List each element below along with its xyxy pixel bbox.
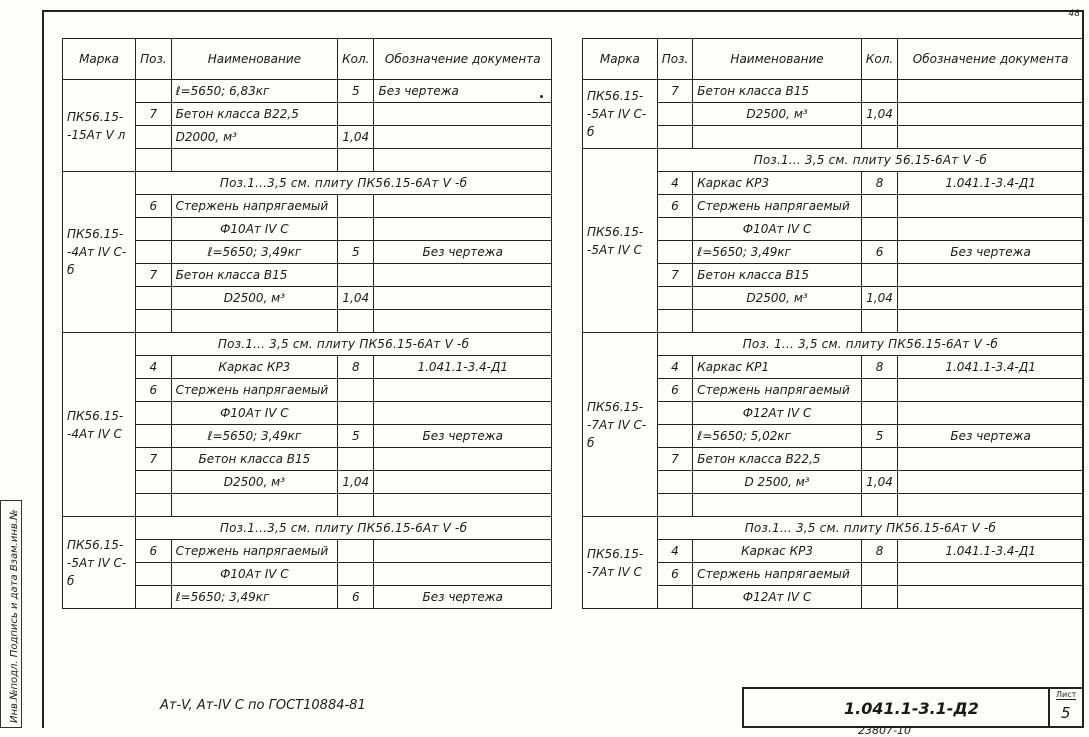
doc-cell: Без чертежа (374, 425, 552, 448)
poz-cell: 6 (657, 563, 693, 586)
name-cell: D2500, м³ (171, 471, 337, 494)
marka-cell: ПК56.15--7Ат IV С (583, 517, 658, 609)
kol-cell (338, 379, 374, 402)
table-row (583, 149, 1084, 172)
poz-cell (657, 402, 693, 425)
table-row (583, 448, 1084, 471)
table-row (63, 241, 552, 264)
marka-cell: ПК56.15--5Ат IV С-б (63, 517, 136, 609)
name-cell: Бетон класса В15 (693, 80, 862, 103)
side-stamp-labels: Инв.№подл. Подпись и дата Взам.инв.№ (9, 509, 20, 723)
table-row-empty (583, 494, 1084, 517)
table-row (583, 333, 1084, 356)
table-row-empty (63, 310, 552, 333)
doc-cell (374, 264, 552, 287)
doc-cell (898, 80, 1084, 103)
table-row (583, 195, 1084, 218)
header-doc: Обозначение документа (374, 39, 552, 80)
poz-cell (657, 471, 693, 494)
document-code: 1.041.1-3.1-Д2 (844, 699, 979, 718)
kol-cell: 5 (861, 425, 897, 448)
doc-cell: 1.041.1-3.4-Д1 (898, 356, 1084, 379)
doc-cell (898, 287, 1084, 310)
name-cell: Ф10Ат IV С (171, 563, 337, 586)
table-row (63, 333, 552, 356)
kol-cell (861, 448, 897, 471)
kol-cell: 8 (861, 356, 897, 379)
doc-cell (374, 103, 552, 126)
doc-cell (374, 471, 552, 494)
marka-cell: ПК56.15--4Ат IV С (63, 333, 136, 517)
poz-cell (136, 402, 172, 425)
kol-cell (861, 586, 897, 609)
name-cell: Бетон класса В22,5 (693, 448, 862, 471)
table-row (583, 402, 1084, 425)
doc-cell (374, 540, 552, 563)
table-row (63, 103, 552, 126)
name-cell: Стержень напрягаемый (171, 379, 337, 402)
poz-cell: 7 (657, 264, 693, 287)
table-row (63, 517, 552, 540)
marka-cell: ПК56.15--7Ат IV С-б (583, 333, 658, 517)
kol-cell: 1,04 (338, 126, 374, 149)
table-row (583, 425, 1084, 448)
kol-cell: 8 (338, 356, 374, 379)
doc-cell: Без чертежа (374, 80, 552, 103)
table-row (63, 287, 552, 310)
name-cell: Ф10Ат IV С (171, 218, 337, 241)
marka-cell: ПК56.15--15Ат V л (63, 80, 136, 172)
table-row (583, 540, 1084, 563)
poz-cell: 4 (657, 540, 693, 563)
sheet-cell (1048, 689, 1082, 726)
name-cell: Бетон класса В15 (171, 448, 337, 471)
doc-cell: Без чертежа (898, 241, 1084, 264)
poz-cell (657, 287, 693, 310)
name-cell: Каркас КР3 (693, 172, 862, 195)
table-row (63, 126, 552, 149)
doc-cell (374, 218, 552, 241)
kol-cell (861, 402, 897, 425)
header-kol: Кол. (338, 39, 374, 80)
name-cell: ℓ=5650; 3,49кг (171, 241, 337, 264)
poz-cell (136, 287, 172, 310)
kol-cell (861, 195, 897, 218)
kol-cell (338, 448, 374, 471)
poz-cell (136, 126, 172, 149)
poz-cell (657, 425, 693, 448)
table-row (583, 356, 1084, 379)
table-row (583, 471, 1084, 494)
doc-cell (374, 287, 552, 310)
poz-cell (136, 586, 172, 609)
spec-table-left (62, 38, 552, 609)
name-cell: ℓ=5650; 3,49кг (171, 425, 337, 448)
doc-cell (898, 402, 1084, 425)
poz-cell (657, 241, 693, 264)
side-stamp (0, 500, 22, 728)
table-row (583, 517, 1084, 540)
table-row (583, 241, 1084, 264)
header-kol: Кол. (861, 39, 897, 80)
poz-cell (657, 218, 693, 241)
reference-row: Поз.1... 3,5 см. плиту ПК56.15-6Ат V -б (657, 517, 1083, 540)
table-row-empty (63, 149, 552, 172)
kol-cell: 8 (861, 172, 897, 195)
table-row (63, 379, 552, 402)
table-row (63, 448, 552, 471)
kol-cell: 6 (861, 241, 897, 264)
reference-row: Поз.1...3,5 см. плиту ПК56.15-6Ат V -б (136, 172, 552, 195)
poz-cell (657, 103, 693, 126)
doc-cell: 1.041.1-3.4-Д1 (898, 172, 1084, 195)
kol-cell (338, 563, 374, 586)
kol-cell (338, 402, 374, 425)
name-cell: Каркас КР3 (171, 356, 337, 379)
name-cell: ℓ=5650; 5,02кг (693, 425, 862, 448)
name-cell: Стержень напрягаемый (693, 379, 862, 402)
poz-cell: 4 (657, 356, 693, 379)
table-header (63, 39, 552, 80)
doc-cell (374, 379, 552, 402)
poz-cell: 6 (136, 540, 172, 563)
table-row (63, 195, 552, 218)
doc-cell (374, 195, 552, 218)
kol-cell (338, 264, 374, 287)
poz-cell (136, 425, 172, 448)
doc-cell: Без чертежа (374, 586, 552, 609)
header-marka: Марка (63, 39, 136, 80)
doc-cell (898, 264, 1084, 287)
name-cell: Ф10Ат IV С (693, 218, 862, 241)
table-row-empty (63, 494, 552, 517)
poz-cell (136, 80, 172, 103)
table-row (63, 586, 552, 609)
table-row (583, 218, 1084, 241)
poz-cell (136, 471, 172, 494)
name-cell: Стержень напрягаемый (171, 540, 337, 563)
kol-cell (861, 563, 897, 586)
kol-cell (338, 540, 374, 563)
kol-cell: 1,04 (861, 103, 897, 126)
name-cell: D2000, м³ (171, 126, 337, 149)
doc-cell (374, 448, 552, 471)
poz-cell: 6 (136, 379, 172, 402)
name-cell: D2500, м³ (693, 103, 862, 126)
doc-cell (374, 563, 552, 586)
table-row-empty (583, 310, 1084, 333)
name-cell: Бетон класса В15 (693, 264, 862, 287)
marka-cell: ПК56.15--5Ат IV С-б (583, 80, 658, 149)
inventory-number: 23807-10 (858, 724, 911, 737)
table-row (63, 218, 552, 241)
doc-cell (898, 379, 1084, 402)
name-cell: ℓ=5650; 3,49кг (693, 241, 862, 264)
table-row (63, 80, 552, 103)
name-cell: D 2500, м³ (693, 471, 862, 494)
doc-cell (374, 126, 552, 149)
table-row (63, 402, 552, 425)
table-row (63, 563, 552, 586)
name-cell: ℓ=5650; 6,83кг (171, 80, 337, 103)
table-row (583, 287, 1084, 310)
name-cell: Бетон класса В15 (171, 264, 337, 287)
table-row (63, 264, 552, 287)
kol-cell (861, 264, 897, 287)
kol-cell (861, 379, 897, 402)
poz-cell (136, 241, 172, 264)
table-row (63, 356, 552, 379)
table-row (583, 103, 1084, 126)
table-row-empty (583, 126, 1084, 149)
doc-cell: 1.041.1-3.4-Д1 (898, 540, 1084, 563)
header-poz: Поз. (657, 39, 693, 80)
name-cell: D2500, м³ (693, 287, 862, 310)
kol-cell: 6 (338, 586, 374, 609)
poz-cell: 6 (657, 379, 693, 402)
poz-cell (136, 563, 172, 586)
table-row (583, 264, 1084, 287)
poz-cell: 4 (136, 356, 172, 379)
poz-cell (136, 218, 172, 241)
table-row (583, 172, 1084, 195)
corner-sheet-number: 48 (1068, 9, 1080, 19)
kol-cell: 8 (861, 540, 897, 563)
doc-cell: 1.041.1-3.4-Д1 (374, 356, 552, 379)
marka-cell: ПК56.15--5Ат IV С (583, 149, 658, 333)
table-row (63, 540, 552, 563)
name-cell: Ф10Ат IV С (171, 402, 337, 425)
gost-note: Ат-V, Ат-IV С по ГОСТ10884-81 (160, 698, 366, 713)
doc-cell: Без чертежа (374, 241, 552, 264)
doc-cell (898, 471, 1084, 494)
kol-cell (338, 218, 374, 241)
name-cell: Ф12Ат IV С (693, 402, 862, 425)
header-marka: Марка (583, 39, 658, 80)
doc-cell (898, 218, 1084, 241)
title-block (742, 687, 1084, 728)
name-cell: Каркас КР3 (693, 540, 862, 563)
table-row (583, 563, 1084, 586)
doc-cell (898, 448, 1084, 471)
kol-cell: 1,04 (861, 287, 897, 310)
table-row (583, 80, 1084, 103)
kol-cell: 1,04 (338, 287, 374, 310)
name-cell: Стержень напрягаемый (171, 195, 337, 218)
kol-cell: 1,04 (861, 471, 897, 494)
name-cell: Каркас КР1 (693, 356, 862, 379)
reference-row: Поз.1... 3,5 см. плиту 56.15-6Ат V -б (657, 149, 1083, 172)
doc-cell: Без чертежа (898, 425, 1084, 448)
poz-cell: 4 (657, 172, 693, 195)
kol-cell: 5 (338, 80, 374, 103)
name-cell: Стержень напрягаемый (693, 195, 862, 218)
name-cell: Ф12Ат IV С (693, 586, 862, 609)
header-name: Наименование (171, 39, 337, 80)
table-row (583, 586, 1084, 609)
poz-cell: 7 (657, 448, 693, 471)
poz-cell: 6 (136, 195, 172, 218)
header-name: Наименование (693, 39, 862, 80)
sheet-number: 5 (1061, 704, 1071, 722)
table-row (63, 425, 552, 448)
kol-cell (861, 80, 897, 103)
poz-cell: 7 (136, 264, 172, 287)
table-row (63, 471, 552, 494)
kol-cell (338, 195, 374, 218)
doc-cell (898, 586, 1084, 609)
kol-cell: 5 (338, 425, 374, 448)
name-cell: D2500, м³ (171, 287, 337, 310)
doc-cell (898, 563, 1084, 586)
name-cell: Бетон класса В22,5 (171, 103, 337, 126)
reference-row: Поз.1...3,5 см. плиту ПК56.15-6Ат V -б (136, 517, 552, 540)
reference-row: Поз.1... 3,5 см. плиту ПК56.15-6Ат V -б (136, 333, 552, 356)
kol-cell: 1,04 (338, 471, 374, 494)
kol-cell: 5 (338, 241, 374, 264)
poz-cell: 7 (136, 448, 172, 471)
doc-cell (374, 402, 552, 425)
poz-cell: 7 (657, 80, 693, 103)
sheet-label: Лист (1056, 690, 1077, 699)
doc-cell (898, 195, 1084, 218)
table-row (63, 172, 552, 195)
name-cell: ℓ=5650; 3,49кг (171, 586, 337, 609)
poz-cell: 6 (657, 195, 693, 218)
kol-cell (861, 218, 897, 241)
header-poz: Поз. (136, 39, 172, 80)
doc-cell (898, 103, 1084, 126)
poz-cell: 7 (136, 103, 172, 126)
header-doc: Обозначение документа (898, 39, 1084, 80)
reference-row: Поз. 1... 3,5 см. плиту ПК56.15-6Ат V -б (657, 333, 1083, 356)
spec-table-right (582, 38, 1084, 609)
kol-cell (338, 103, 374, 126)
table-row (583, 379, 1084, 402)
marka-cell: ПК56.15--4Ат IV С-б (63, 172, 136, 333)
table-header (583, 39, 1084, 80)
poz-cell (657, 586, 693, 609)
name-cell: Стержень напрягаемый (693, 563, 862, 586)
